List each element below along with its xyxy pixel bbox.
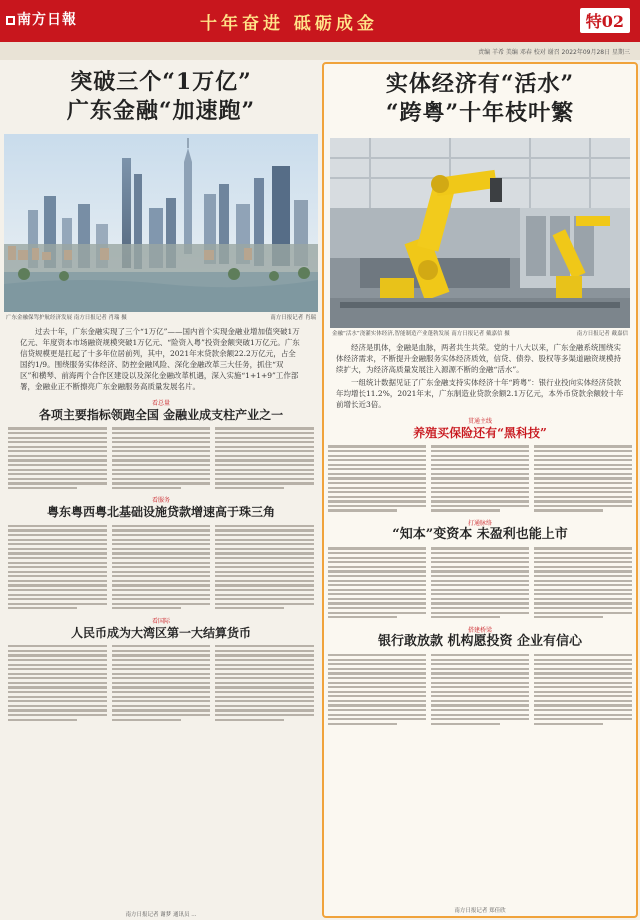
right-section2-body: [324, 543, 636, 623]
left-section1-body: [4, 423, 318, 493]
left-section3-kicker: 看国际: [151, 617, 170, 625]
right-footer: 南方日报记者 郑佳欣: [454, 908, 506, 914]
left-section3-body: [4, 641, 318, 725]
right-section3-body: [324, 650, 636, 730]
newspaper-banner: [0, 0, 640, 42]
factory-photo: [330, 138, 630, 328]
skyline-photo: [4, 134, 318, 312]
left-lede: 过去十年，广东金融实现了三个“1万亿”——国内首个实现金融业增加值突破1万亿元、年度资本市场融资规模突破1万亿元、“险资入粤”投资金额突破1万亿元。广东信贷规模更是扛起了十多年位居前列，其中，2021年末贷款余额22.2万亿元，占全国约1/9。围绕服务实体经济、防控金融风险、深化金融改革三大任务，抓住“双区”和横琴、前海两个合作区建设以及深化金融改革机遇，深入实施“1+1+9”工作部署，金融业正不断擦亮广东金融服务高质量发展名片。: [20, 327, 300, 391]
right-section2-title: “知本”变资本 未盈利也能上市: [392, 527, 568, 543]
left-photo-caption: [4, 312, 318, 322]
right-photo-credit: 南方日报记者 戴嘉信: [576, 331, 628, 337]
newspaper-logo: [6, 9, 77, 29]
right-headline-line2: “跨粤”十年枝叶繁: [385, 100, 575, 126]
right-section1-title: 养殖买保险还有“黑科技”: [413, 426, 547, 440]
banner-slogan: 十年奋进 砥砺成金: [200, 14, 378, 34]
right-headline-line1: 实体经济有“活水”: [385, 71, 575, 97]
right-lede: 经济是肌体，金融是血脉，两者共生共荣。党的十八大以来，广东金融系统围绕实体经济需求，不断提升金融服务实体经济质效，信贷、债券、股权等多渠道融资规模持续扩大，为经济高质量发展注入源源不断的金融“活水”。: [336, 343, 621, 374]
right-section1-kicker: 贯通主线: [467, 418, 492, 425]
right-photo-caption: [324, 328, 636, 338]
left-section2-kicker: 看服务: [151, 497, 170, 505]
page-meta: 责编 羊希 美编 邓春 校对 谢召 2022年09月28日 星期三: [0, 42, 640, 60]
left-article: [4, 62, 318, 920]
right-section3-kicker: 搭建桥梁: [467, 626, 492, 634]
right-section2-kicker: 打通脉络: [467, 520, 492, 528]
left-section3-title: 人民币成为大湾区第一大结算货币: [70, 625, 251, 640]
right-section1-body: [324, 441, 636, 516]
left-section2-body: [4, 520, 318, 613]
left-section1-title: 各项主要指标领跑全国 金融业成支柱产业之一: [38, 408, 284, 422]
left-section1-kicker: 看总量: [151, 400, 170, 407]
left-headline-line1: 突破三个“1万亿”: [70, 69, 252, 95]
left-photo-credit: 南方日报记者 肖瑞: [270, 315, 316, 321]
left-headline-line2: 广东金融“加速跑”: [66, 98, 256, 124]
right-article: [322, 62, 638, 918]
left-section2-title: 粤东粤西粤北基础设施贷款增速高于珠三角: [46, 505, 275, 520]
page-label: 特02: [580, 8, 630, 33]
right-section3-title: 银行敢放款 机构愿投资 企业有信心: [377, 633, 583, 649]
right-headline: [324, 70, 636, 128]
logo-text: 南方日報: [17, 12, 77, 28]
left-footer: 南方日报记者 谢梦 通讯员 ...: [125, 912, 197, 918]
left-headline: [4, 68, 318, 126]
right-lede-2: 一组统计数据见证了广东金融支持实体经济十年“跨粤”：银行业投向实体经济贷款年均增长11.2%，2021年末，广东制造业贷款余额2.1万亿元，本外币贷款余额较十年前增长近3倍。: [336, 378, 624, 409]
logo-mark-icon: [6, 16, 15, 25]
robot-arm-image: [330, 138, 630, 328]
city-skyline-image: [4, 134, 318, 312]
right-photo-caption-text: 金融“活水”浇灌实体经济,智能制造产业蓬勃发展 南方日报记者 戴嘉信 摄: [332, 331, 510, 337]
left-photo-caption-text: 广东金融保驾护航经济发展 南方日报记者 肖瑞 摄: [6, 315, 127, 321]
